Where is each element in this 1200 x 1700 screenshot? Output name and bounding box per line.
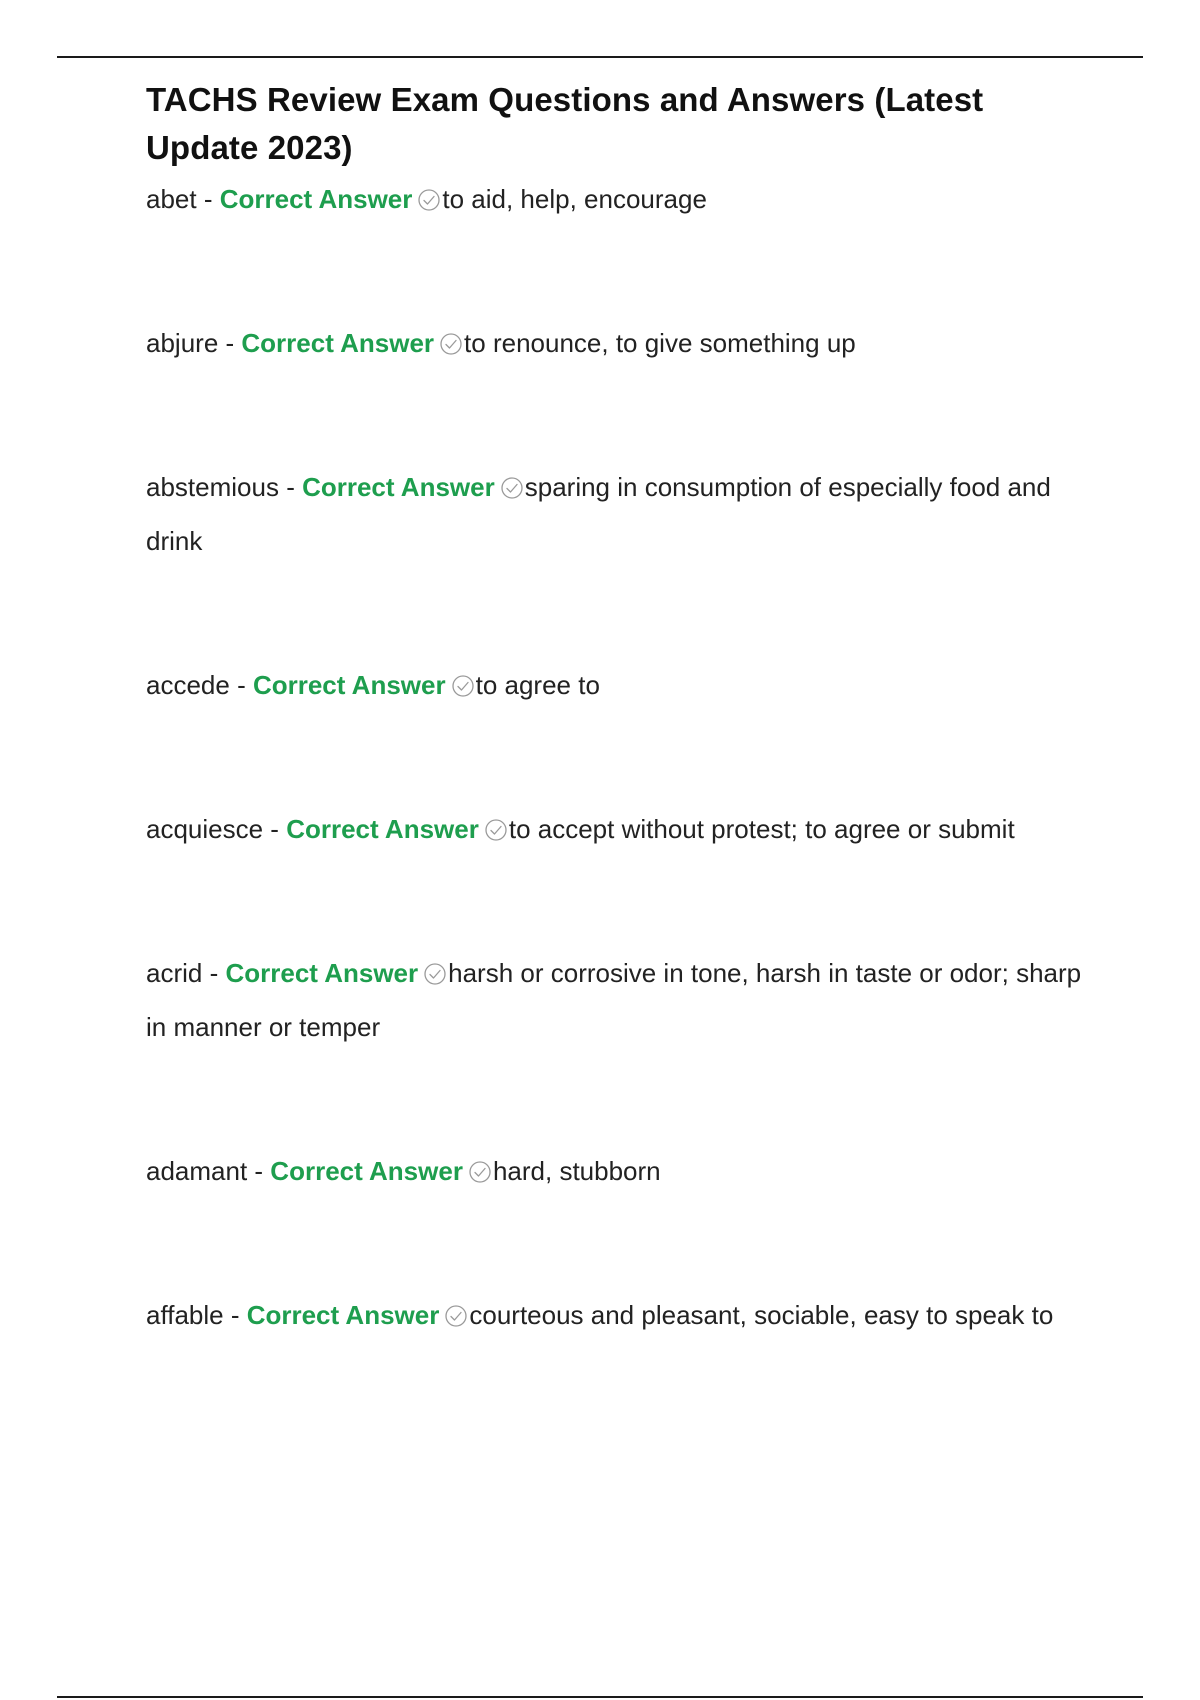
bottom-rule <box>57 1696 1143 1698</box>
list-item <box>146 658 1086 712</box>
entry-term: affable <box>146 1300 224 1330</box>
top-rule <box>57 56 1143 58</box>
list-item <box>146 316 1086 370</box>
list-item <box>146 1144 1086 1198</box>
correct-answer-label: Correct Answer <box>286 814 479 844</box>
entry-term: adamant <box>146 1156 248 1186</box>
check-circle-icon <box>439 332 463 356</box>
correct-answer-label: Correct Answer <box>241 328 435 358</box>
entry-term: acquiesce <box>146 814 264 844</box>
entry-separator: - <box>202 958 226 988</box>
list-item <box>146 802 1086 856</box>
list-item <box>146 172 1086 226</box>
correct-answer-label: Correct Answer <box>270 1156 463 1186</box>
entry-definition: hard, stubborn <box>492 1156 661 1186</box>
entry-term: abstemious <box>146 472 279 502</box>
correct-answer-label: Correct Answer <box>219 184 413 214</box>
entry-definition: courteous and pleasant, sociable, easy to speak to <box>469 1300 1054 1330</box>
page-title: TACHS Review Exam Questions and Answers (Latest Update 2023) <box>146 81 984 166</box>
document-body <box>146 76 1086 1342</box>
entry-term: accede <box>146 670 230 700</box>
check-circle-icon <box>484 818 508 842</box>
entry-separator: - <box>229 670 253 700</box>
correct-answer-label: Correct Answer <box>225 958 419 988</box>
entry-term: acrid <box>146 958 203 988</box>
entry-separator: - <box>263 814 287 844</box>
list-item <box>146 946 1086 1054</box>
entry-definition: to renounce, to give something up <box>464 328 856 358</box>
list-item <box>146 1288 1086 1342</box>
entry-term: abjure <box>146 328 219 358</box>
entry-separator: - <box>218 328 242 358</box>
check-circle-icon <box>444 1304 468 1328</box>
entry-list <box>146 172 1086 1342</box>
check-circle-icon <box>468 1160 492 1184</box>
entry-separator: - <box>247 1156 271 1186</box>
entry-separator: - <box>278 472 303 502</box>
check-circle-icon <box>500 476 524 500</box>
correct-answer-label: Correct Answer <box>246 1300 440 1330</box>
check-circle-icon <box>423 962 447 986</box>
check-circle-icon <box>451 674 475 698</box>
entry-definition: to accept without protest; to agree or submit <box>508 814 1015 844</box>
entry-definition: to aid, help, encourage <box>442 184 707 214</box>
entry-definition: sparing in consumption of especially food and drink <box>146 472 1051 556</box>
list-item <box>146 460 1086 568</box>
entry-definition: to agree to <box>475 670 600 700</box>
correct-answer-label: Correct Answer <box>302 472 495 502</box>
entry-separator: - <box>196 184 220 214</box>
entry-term: abet <box>146 184 197 214</box>
check-circle-icon <box>417 188 441 212</box>
correct-answer-label: Correct Answer <box>252 670 446 700</box>
entry-separator: - <box>223 1300 247 1330</box>
entry-definition: harsh or corrosive in tone, harsh in taste or odor; sharp in manner or temper <box>146 958 1082 1042</box>
